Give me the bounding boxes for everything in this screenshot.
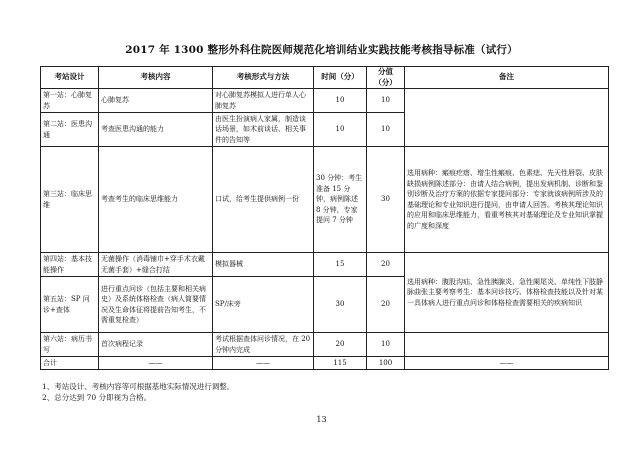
total-content: —— [99,357,213,370]
header-content: 考核内容 [99,67,213,89]
total-note: —— [405,357,609,370]
table-header-row [41,67,609,89]
table-row [41,147,609,253]
time-cell: 20 [314,333,367,357]
station-cell: 第五站：SP 问诊+查体 [41,277,99,333]
header-note: 备注 [405,67,609,89]
score-cell: 20 [367,253,405,277]
station-cell: 第四站：基本技能操作 [41,253,99,277]
time-cell: 10 [314,113,367,147]
time-cell: 10 [314,89,367,113]
header-method: 考核形式与方法 [213,67,314,89]
time-cell: 30 分钟：考生准备 15 分钟，病例陈述 8 分钟，专家提问 7 分钟 [314,147,367,253]
time-cell: 30 [314,277,367,333]
content-cell: 进行重点问诊（包括主要和相关病史）及系统体格检查（病人简要情况及生命体征将提前告知考生，不需重复检查） [99,277,213,333]
note-cell: 选用病种：瘢痕疙瘩、增生性瘢痕、色素痣、先天性唇裂、皮肤缺损病例陈述部分：由请人结合病例，提出发病机制、诊断和鉴别诊断及治疗方案的依据专家提问部分：专家就该病例所涉及的基础理论和专业知识进行提问，由申请人回答。考核其理论知识的应用和临床思维能力，看重考核其对基础理论及专业知识掌握的广度和深度 [405,147,609,253]
total-score: 100 [367,357,405,370]
header-time: 时间（分） [314,67,367,89]
footnote: 1、考站设计、考核内容等可根据基地实际情况进行调整。 [42,382,235,391]
footnotes [42,381,602,403]
total-label: 合计 [41,357,99,370]
total-method: —— [213,357,314,370]
header-station: 考站设计 [41,67,99,89]
content-cell: 考查考生的临床思维能力 [99,147,213,253]
table-row [41,89,609,113]
document-title: 2017 年 1300 整形外科住院医师规范化培训结业实践技能考核指导标准（试行） [125,44,518,56]
header-score: 分值（分） [367,67,405,89]
content-cell: 无菌操作（消毒铺巾+穿手术衣戴无菌手套）+缝合打结 [99,253,213,277]
method-cell: 口试，给考生提供病例一份 [213,147,314,253]
method-cell: 考试根据查体问诊情况，在 20 分钟内完成 [213,333,314,357]
total-time: 115 [314,357,367,370]
score-cell: 10 [367,333,405,357]
content-cell: 首次病程记录 [99,333,213,357]
station-cell: 第一站：心肺复苏 [41,89,99,113]
time-cell: 15 [314,253,367,277]
total-row [41,357,609,370]
content-cell: 考查医患沟通的能力 [99,113,213,147]
station-cell: 第六站：病历书写 [41,333,99,357]
method-cell: 模拟器械 [213,253,314,277]
station-cell: 第三站：临床思维 [41,147,99,253]
score-cell: 10 [367,113,405,147]
method-cell: SP/床旁 [213,277,314,333]
content-cell: 心肺复苏 [99,89,213,113]
page-number: 13 [316,415,327,424]
table-row [41,253,609,277]
note-cell [405,333,609,357]
table-row [41,333,609,357]
score-cell: 30 [367,147,405,253]
exam-standard-table [40,66,609,370]
note-cell: 选用病种：腹股沟疝、急性胰腺炎、急性阑尾炎、单纯性下肢静脉曲张主要考察考生：基本问诊技巧、体格检查技能以及针对某一具体病人进行重点问诊和体格检查需要相关的疾病知识 [405,253,609,333]
method-cell: 由医生扮演病人家属，制造谈话场景，如术前谈话、相关事件的告知等 [213,113,314,147]
score-cell: 10 [367,89,405,113]
method-cell: 对心肺复苏模拟人进行单人心肺复苏 [213,89,314,113]
footnote: 2、总分达到 70 分即视为合格。 [42,393,152,402]
score-cell: 20 [367,277,405,333]
station-cell: 第二站：医患沟通 [41,113,99,147]
note-cell [405,89,609,147]
